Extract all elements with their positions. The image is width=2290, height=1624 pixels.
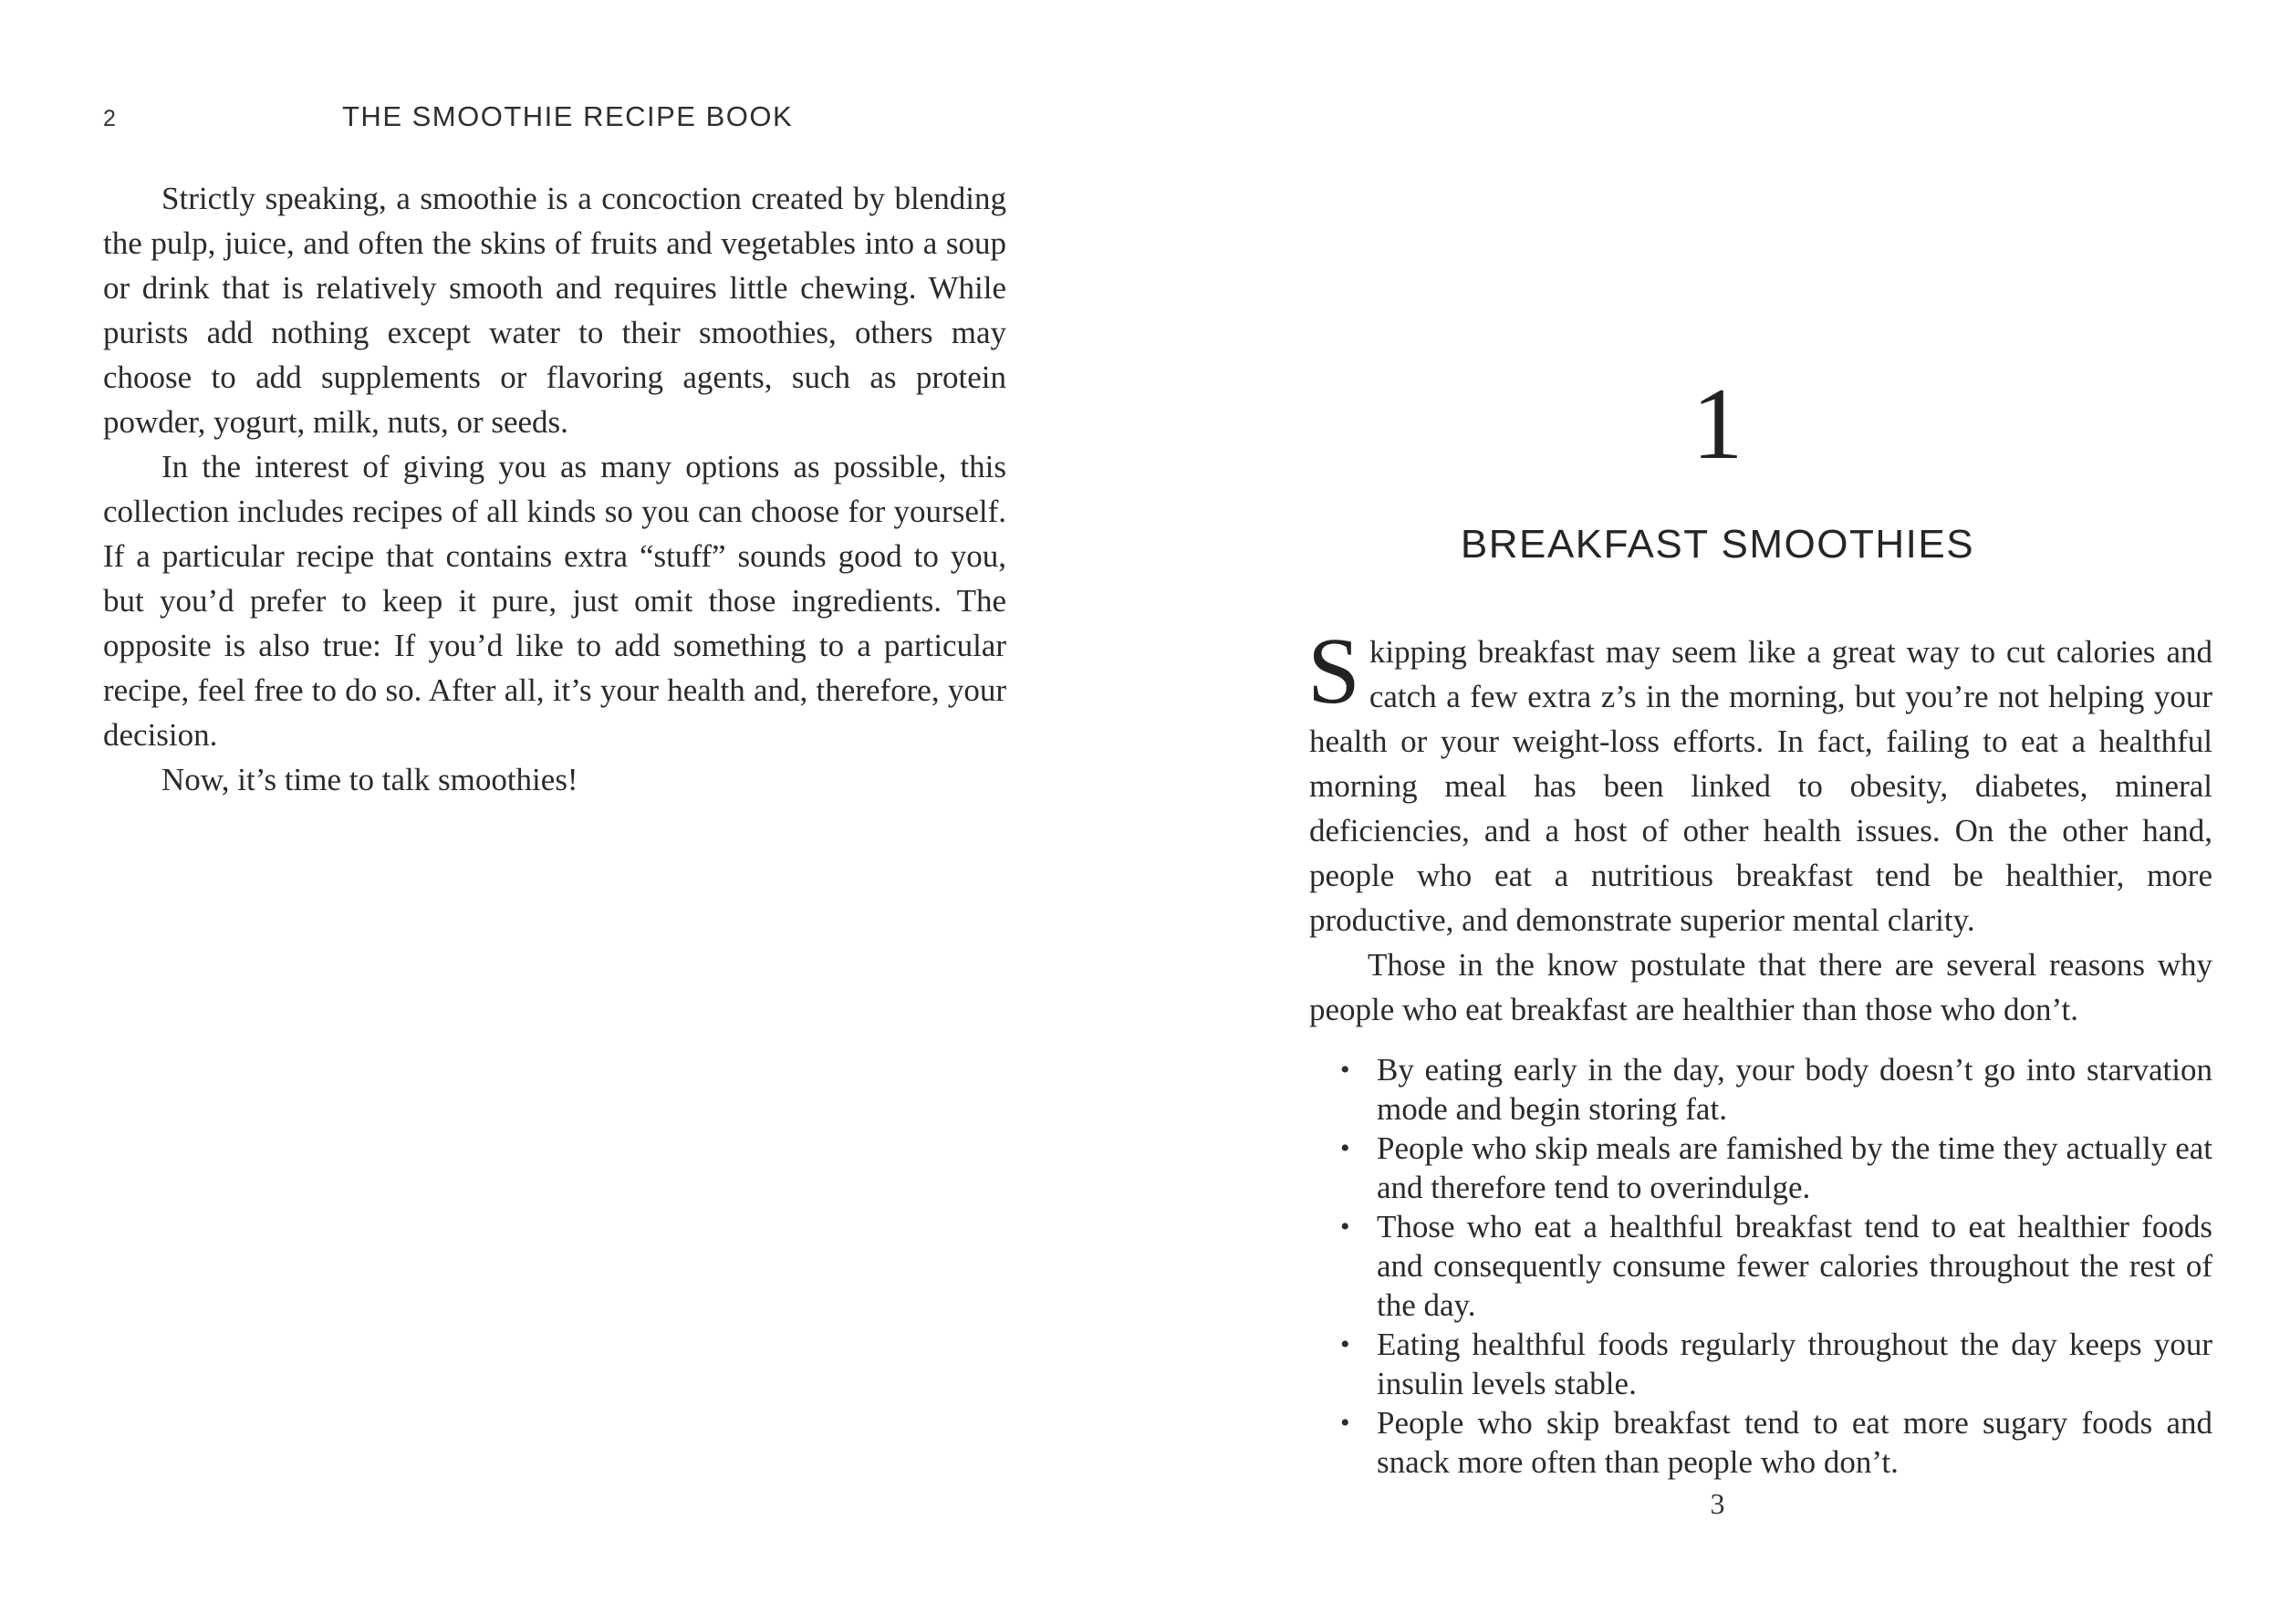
reasons-list [1309, 1050, 2212, 1482]
body-paragraph: Now, it’s time to talk smoothies! [161, 762, 578, 797]
list-item [1309, 1050, 2212, 1129]
list-item [1309, 1129, 2212, 1207]
bullet-icon: • [1340, 1329, 1350, 1359]
left-body-text [103, 176, 1006, 802]
page-number-left: 2 [103, 106, 116, 131]
book-title: THE SMOOTHIE RECIPE BOOK [342, 100, 794, 132]
bullet-icon: • [1340, 1133, 1350, 1163]
running-head [103, 100, 1006, 137]
intro-text: kipping breakfast may seem like a great way to cut calories and catch a few extra z’s in the morning, but you’re not helping your health or your weight-loss efforts. In fact, failing to eat a healthful morning meal has been linked to obesity, diabetes, mineral deficiencies, and a host of other health issues. On the other hand, people who eat a nutritious breakfast tend be healthier, more productive, and demonstrate superior mental clarity. [1309, 634, 2212, 938]
bullet-icon: • [1340, 1408, 1350, 1438]
list-item-text: By eating early in the day, your body doesn’t go into starvation mode and begin storing fat. [1377, 1052, 2212, 1127]
list-item-text: People who skip breakfast tend to eat more sugary foods and snack more often than people who don’t. [1377, 1405, 2212, 1480]
body-paragraph: Strictly speaking, a smoothie is a concoction created by blending the pulp, juice, and often the skins of fruits and vegetables into a soup or drink that is relatively smooth and requires little chewing. While purists add nothing except water to their smoothies, others may choose to add supplements or flavoring agents, such as protein powder, yogurt, milk, nuts, or seeds. [103, 181, 1006, 440]
chapter-title: BREAKFAST SMOOTHIES [1460, 522, 1975, 567]
list-item-text: Eating healthful foods regularly throughout the day keeps your insulin levels stable. [1377, 1327, 2212, 1401]
body-paragraph: In the interest of giving you as many options as possible, this collection includes recipes of all kinds so you can choose for yourself. If a particular recipe that contains extra “stuff” sounds good to you, but you’d prefer to keep it pure, just omit those ingredients. The opposite is also true: If you’d like to add something to a particular recipe, feel free to do so. After all, it’s your health and, therefore, your decision. [103, 449, 1006, 753]
intro-paragraph [1307, 619, 2212, 942]
page-number-right: 3 [1710, 1487, 1725, 1520]
drop-cap: S [1307, 619, 1360, 724]
list-item [1309, 1325, 2212, 1403]
list-item-text: People who skip meals are famished by the time they actually eat and therefore tend to overindulge. [1377, 1130, 2212, 1205]
bullet-icon: • [1340, 1055, 1350, 1085]
bullet-icon: • [1340, 1212, 1350, 1242]
list-item [1309, 1207, 2212, 1325]
list-item [1309, 1403, 2212, 1482]
body-paragraph: Those in the know postulate that there are several reasons why people who eat breakfast are healthier than those who don’t. [1309, 947, 2212, 1027]
right-page [1145, 0, 2290, 1624]
chapter-number: 1 [1691, 368, 1744, 481]
list-item-text: Those who eat a healthful breakfast tend to eat healthier foods and consequently consume fewer calories throughout the rest of the day. [1377, 1209, 2212, 1323]
right-body-text [1307, 619, 2212, 1482]
